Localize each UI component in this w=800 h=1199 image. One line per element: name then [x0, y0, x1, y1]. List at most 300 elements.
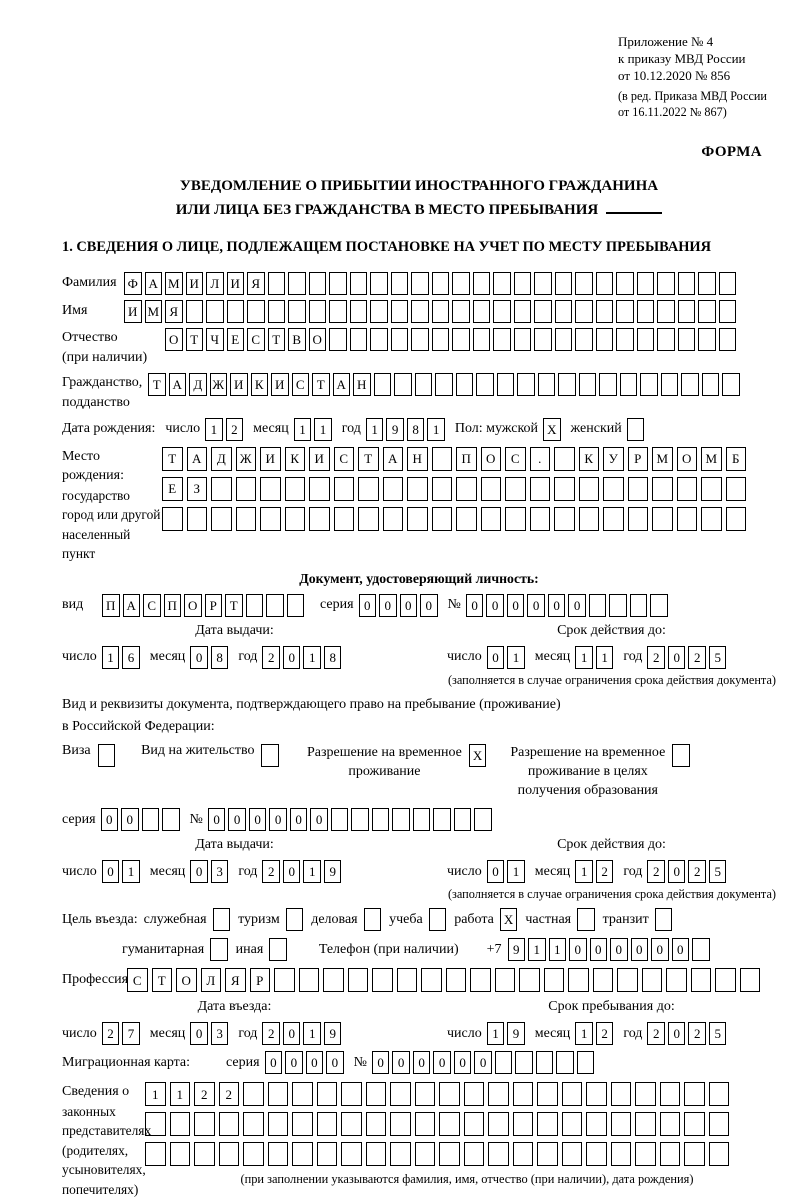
- char-box[interactable]: [616, 300, 634, 323]
- char-box[interactable]: [515, 1051, 533, 1074]
- char-box[interactable]: [210, 938, 228, 961]
- char-box[interactable]: [341, 1082, 362, 1106]
- char-box[interactable]: 6: [122, 646, 140, 669]
- char-box[interactable]: [366, 1082, 387, 1106]
- char-box[interactable]: [586, 1112, 607, 1136]
- char-box[interactable]: Т: [225, 594, 243, 617]
- char-box[interactable]: 5: [709, 860, 727, 883]
- char-box[interactable]: [432, 477, 453, 501]
- char-box[interactable]: 1: [507, 860, 525, 883]
- char-box[interactable]: [411, 272, 429, 295]
- char-box[interactable]: [288, 300, 306, 323]
- char-box[interactable]: Е: [227, 328, 245, 351]
- char-box[interactable]: [677, 477, 698, 501]
- char-box[interactable]: [628, 477, 649, 501]
- char-box[interactable]: [660, 1112, 681, 1136]
- char-box[interactable]: П: [102, 594, 120, 617]
- char-box[interactable]: [374, 373, 392, 396]
- char-box[interactable]: [243, 1082, 264, 1106]
- char-box[interactable]: К: [579, 447, 600, 471]
- char-box[interactable]: 0: [548, 594, 566, 617]
- char-box[interactable]: [383, 507, 404, 531]
- char-box[interactable]: [513, 1112, 534, 1136]
- char-box[interactable]: 2: [596, 860, 614, 883]
- char-box[interactable]: О: [481, 447, 502, 471]
- char-box[interactable]: [439, 1082, 460, 1106]
- char-box[interactable]: [162, 808, 180, 831]
- char-box[interactable]: [452, 272, 470, 295]
- char-box[interactable]: [411, 328, 429, 351]
- char-box[interactable]: [317, 1082, 338, 1106]
- char-box[interactable]: Л: [206, 272, 224, 295]
- char-box[interactable]: Е: [162, 477, 183, 501]
- char-box[interactable]: 0: [568, 594, 586, 617]
- char-box[interactable]: [432, 328, 450, 351]
- char-box[interactable]: [596, 328, 614, 351]
- char-box[interactable]: 5: [709, 1022, 727, 1045]
- char-box[interactable]: [678, 300, 696, 323]
- char-box[interactable]: А: [187, 447, 208, 471]
- char-box[interactable]: [701, 477, 722, 501]
- char-box[interactable]: [397, 968, 418, 992]
- char-box[interactable]: У: [603, 447, 624, 471]
- char-box[interactable]: [470, 968, 491, 992]
- char-box[interactable]: [513, 1082, 534, 1106]
- char-box[interactable]: 2: [688, 1022, 706, 1045]
- char-box[interactable]: 0: [487, 646, 505, 669]
- char-box[interactable]: [348, 968, 369, 992]
- char-box[interactable]: [537, 1082, 558, 1106]
- char-box[interactable]: [170, 1112, 191, 1136]
- char-box[interactable]: [691, 968, 712, 992]
- char-box[interactable]: Т: [312, 373, 330, 396]
- char-box[interactable]: [407, 507, 428, 531]
- char-box[interactable]: [554, 447, 575, 471]
- char-box[interactable]: К: [251, 373, 269, 396]
- char-box[interactable]: И: [124, 300, 142, 323]
- char-box[interactable]: 0: [269, 808, 287, 831]
- char-box[interactable]: [488, 1112, 509, 1136]
- char-box[interactable]: М: [165, 272, 183, 295]
- char-box[interactable]: И: [230, 373, 248, 396]
- char-box[interactable]: Р: [628, 447, 649, 471]
- char-box[interactable]: [616, 272, 634, 295]
- char-box[interactable]: [391, 272, 409, 295]
- char-box[interactable]: [247, 300, 265, 323]
- char-box[interactable]: 1: [122, 860, 140, 883]
- char-box[interactable]: [383, 477, 404, 501]
- char-box[interactable]: 0: [326, 1051, 344, 1074]
- char-box[interactable]: [390, 1112, 411, 1136]
- char-box[interactable]: [554, 507, 575, 531]
- char-box[interactable]: [575, 272, 593, 295]
- char-box[interactable]: [493, 328, 511, 351]
- char-box[interactable]: 0: [569, 938, 587, 961]
- char-box[interactable]: 1: [487, 1022, 505, 1045]
- char-box[interactable]: 0: [310, 808, 328, 831]
- char-box[interactable]: [370, 328, 388, 351]
- char-box[interactable]: [415, 1082, 436, 1106]
- char-box[interactable]: 0: [610, 938, 628, 961]
- char-box[interactable]: [672, 744, 690, 767]
- char-box[interactable]: 0: [190, 646, 208, 669]
- char-box[interactable]: О: [677, 447, 698, 471]
- char-box[interactable]: 0: [668, 860, 686, 883]
- char-box[interactable]: 0: [420, 594, 438, 617]
- char-box[interactable]: А: [123, 594, 141, 617]
- char-box[interactable]: [452, 328, 470, 351]
- char-box[interactable]: [391, 328, 409, 351]
- char-box[interactable]: 0: [413, 1051, 431, 1074]
- char-box[interactable]: [640, 373, 658, 396]
- char-box[interactable]: [692, 938, 710, 961]
- char-box[interactable]: [715, 968, 736, 992]
- char-box[interactable]: 0: [668, 646, 686, 669]
- char-box[interactable]: [611, 1082, 632, 1106]
- char-box[interactable]: [684, 1112, 705, 1136]
- char-box[interactable]: 0: [379, 594, 397, 617]
- char-box[interactable]: В: [288, 328, 306, 351]
- char-box[interactable]: [599, 373, 617, 396]
- char-box[interactable]: [456, 477, 477, 501]
- char-box[interactable]: 0: [400, 594, 418, 617]
- char-box[interactable]: [593, 968, 614, 992]
- char-box[interactable]: 0: [486, 594, 504, 617]
- char-box[interactable]: И: [271, 373, 289, 396]
- char-box[interactable]: И: [260, 447, 281, 471]
- char-box[interactable]: [473, 300, 491, 323]
- char-box[interactable]: [698, 272, 716, 295]
- char-box[interactable]: [684, 1082, 705, 1106]
- char-box[interactable]: О: [309, 328, 327, 351]
- char-box[interactable]: [575, 328, 593, 351]
- char-box[interactable]: [655, 908, 673, 931]
- char-box[interactable]: И: [227, 272, 245, 295]
- char-box[interactable]: [358, 477, 379, 501]
- char-box[interactable]: 2: [194, 1082, 215, 1106]
- char-box[interactable]: 0: [454, 1051, 472, 1074]
- char-box[interactable]: 0: [306, 1051, 324, 1074]
- char-box[interactable]: [329, 300, 347, 323]
- char-box[interactable]: 0: [474, 1051, 492, 1074]
- char-box[interactable]: [596, 272, 614, 295]
- char-box[interactable]: [661, 373, 679, 396]
- char-box[interactable]: [579, 373, 597, 396]
- char-box[interactable]: [596, 300, 614, 323]
- char-box[interactable]: 1: [303, 860, 321, 883]
- char-box[interactable]: 2: [262, 646, 280, 669]
- char-box[interactable]: [620, 373, 638, 396]
- char-box[interactable]: 9: [507, 1022, 525, 1045]
- char-box[interactable]: [577, 1051, 595, 1074]
- char-box[interactable]: 1: [575, 646, 593, 669]
- char-box[interactable]: [392, 808, 410, 831]
- char-box[interactable]: [709, 1112, 730, 1136]
- char-box[interactable]: [288, 272, 306, 295]
- char-box[interactable]: [206, 300, 224, 323]
- char-box[interactable]: Д: [211, 447, 232, 471]
- char-box[interactable]: [726, 477, 747, 501]
- char-box[interactable]: 0: [249, 808, 267, 831]
- char-box[interactable]: [616, 328, 634, 351]
- char-box[interactable]: [698, 328, 716, 351]
- char-box[interactable]: Ф: [124, 272, 142, 295]
- char-box[interactable]: [534, 300, 552, 323]
- char-box[interactable]: 0: [283, 646, 301, 669]
- char-box[interactable]: 1: [314, 418, 332, 441]
- char-box[interactable]: 9: [386, 418, 404, 441]
- char-box[interactable]: [481, 507, 502, 531]
- char-box[interactable]: [652, 477, 673, 501]
- char-box[interactable]: К: [285, 447, 306, 471]
- char-box[interactable]: [637, 300, 655, 323]
- char-box[interactable]: М: [145, 300, 163, 323]
- char-box[interactable]: Р: [250, 968, 271, 992]
- char-box[interactable]: [213, 908, 231, 931]
- char-box[interactable]: 0: [507, 594, 525, 617]
- char-box[interactable]: 0: [283, 1022, 301, 1045]
- char-box[interactable]: [609, 594, 627, 617]
- char-box[interactable]: С: [247, 328, 265, 351]
- char-box[interactable]: [334, 477, 355, 501]
- char-box[interactable]: М: [701, 447, 722, 471]
- char-box[interactable]: [617, 968, 638, 992]
- char-box[interactable]: 9: [508, 938, 526, 961]
- char-box[interactable]: А: [333, 373, 351, 396]
- char-box[interactable]: [331, 808, 349, 831]
- char-box[interactable]: Ж: [236, 447, 257, 471]
- char-box[interactable]: [726, 507, 747, 531]
- char-box[interactable]: [274, 968, 295, 992]
- char-box[interactable]: [530, 477, 551, 501]
- char-box[interactable]: [464, 1112, 485, 1136]
- char-box[interactable]: 0: [190, 1022, 208, 1045]
- char-box[interactable]: [433, 808, 451, 831]
- char-box[interactable]: [435, 373, 453, 396]
- char-box[interactable]: [536, 1051, 554, 1074]
- char-box[interactable]: [627, 418, 645, 441]
- char-box[interactable]: [678, 272, 696, 295]
- char-box[interactable]: [660, 1082, 681, 1106]
- char-box[interactable]: А: [169, 373, 187, 396]
- char-box[interactable]: [366, 1112, 387, 1136]
- char-box[interactable]: [719, 328, 737, 351]
- char-box[interactable]: 9: [324, 1022, 342, 1045]
- char-box[interactable]: [473, 328, 491, 351]
- char-box[interactable]: 1: [102, 646, 120, 669]
- char-box[interactable]: [493, 272, 511, 295]
- char-box[interactable]: 1: [170, 1082, 191, 1106]
- char-box[interactable]: 0: [265, 1051, 283, 1074]
- char-box[interactable]: [286, 908, 304, 931]
- char-box[interactable]: [334, 507, 355, 531]
- char-box[interactable]: [456, 507, 477, 531]
- char-box[interactable]: [269, 938, 287, 961]
- char-box[interactable]: [722, 373, 740, 396]
- char-box[interactable]: 2: [102, 1022, 120, 1045]
- char-box[interactable]: [351, 808, 369, 831]
- char-box[interactable]: 0: [631, 938, 649, 961]
- char-box[interactable]: С: [505, 447, 526, 471]
- char-box[interactable]: 1: [549, 938, 567, 961]
- char-box[interactable]: [562, 1082, 583, 1106]
- char-box[interactable]: [495, 968, 516, 992]
- char-box[interactable]: [432, 447, 453, 471]
- char-box[interactable]: [309, 507, 330, 531]
- char-box[interactable]: [505, 507, 526, 531]
- char-box[interactable]: [505, 477, 526, 501]
- char-box[interactable]: [635, 1112, 656, 1136]
- char-box[interactable]: [493, 300, 511, 323]
- char-box[interactable]: [394, 373, 412, 396]
- char-box[interactable]: [350, 300, 368, 323]
- char-box[interactable]: 1: [303, 646, 321, 669]
- char-box[interactable]: Т: [162, 447, 183, 471]
- char-box[interactable]: 1: [427, 418, 445, 441]
- char-box[interactable]: З: [187, 477, 208, 501]
- char-box[interactable]: 1: [294, 418, 312, 441]
- char-box[interactable]: Б: [726, 447, 747, 471]
- char-box[interactable]: [538, 373, 556, 396]
- char-box[interactable]: [454, 808, 472, 831]
- char-box[interactable]: С: [143, 594, 161, 617]
- char-box[interactable]: О: [176, 968, 197, 992]
- char-box[interactable]: [464, 1082, 485, 1106]
- char-box[interactable]: А: [145, 272, 163, 295]
- char-box[interactable]: [266, 594, 284, 617]
- char-box[interactable]: 0: [590, 938, 608, 961]
- char-box[interactable]: О: [165, 328, 183, 351]
- char-box[interactable]: [243, 1112, 264, 1136]
- char-box[interactable]: 3: [211, 860, 229, 883]
- char-box[interactable]: [236, 507, 257, 531]
- char-box[interactable]: [709, 1082, 730, 1106]
- char-box[interactable]: 2: [219, 1082, 240, 1106]
- char-box[interactable]: [415, 373, 433, 396]
- char-box[interactable]: [556, 1051, 574, 1074]
- char-box[interactable]: И: [309, 447, 330, 471]
- char-box[interactable]: Т: [186, 328, 204, 351]
- char-box[interactable]: Ч: [206, 328, 224, 351]
- char-box[interactable]: 0: [372, 1051, 390, 1074]
- char-box[interactable]: [476, 373, 494, 396]
- char-box[interactable]: [268, 1112, 289, 1136]
- char-box[interactable]: [364, 908, 382, 931]
- char-box[interactable]: 0: [190, 860, 208, 883]
- char-box[interactable]: [577, 908, 595, 931]
- char-box[interactable]: [317, 1112, 338, 1136]
- char-box[interactable]: [194, 1112, 215, 1136]
- char-box[interactable]: 0: [290, 808, 308, 831]
- char-box[interactable]: [391, 300, 409, 323]
- char-box[interactable]: 2: [262, 860, 280, 883]
- char-box[interactable]: [370, 272, 388, 295]
- char-box[interactable]: [555, 328, 573, 351]
- char-box[interactable]: [702, 373, 720, 396]
- char-box[interactable]: X: [500, 908, 518, 931]
- char-box[interactable]: 0: [466, 594, 484, 617]
- char-box[interactable]: Д: [189, 373, 207, 396]
- char-box[interactable]: [637, 272, 655, 295]
- char-box[interactable]: [514, 328, 532, 351]
- char-box[interactable]: [187, 507, 208, 531]
- char-box[interactable]: 0: [668, 1022, 686, 1045]
- char-box[interactable]: .: [530, 447, 551, 471]
- char-box[interactable]: 8: [324, 646, 342, 669]
- char-box[interactable]: Т: [268, 328, 286, 351]
- char-box[interactable]: [719, 272, 737, 295]
- char-box[interactable]: [432, 272, 450, 295]
- char-box[interactable]: [652, 507, 673, 531]
- char-box[interactable]: [186, 300, 204, 323]
- char-box[interactable]: 1: [303, 1022, 321, 1045]
- char-box[interactable]: [657, 300, 675, 323]
- char-box[interactable]: 2: [262, 1022, 280, 1045]
- char-box[interactable]: [611, 1112, 632, 1136]
- char-box[interactable]: [309, 300, 327, 323]
- char-box[interactable]: 2: [647, 1022, 665, 1045]
- char-box[interactable]: 0: [651, 938, 669, 961]
- char-box[interactable]: [415, 1112, 436, 1136]
- char-box[interactable]: 1: [575, 1022, 593, 1045]
- char-box[interactable]: [740, 968, 761, 992]
- char-box[interactable]: [246, 594, 264, 617]
- char-box[interactable]: [642, 968, 663, 992]
- char-box[interactable]: Т: [152, 968, 173, 992]
- char-box[interactable]: [519, 968, 540, 992]
- char-box[interactable]: X: [469, 744, 487, 767]
- char-box[interactable]: П: [164, 594, 182, 617]
- char-box[interactable]: [555, 272, 573, 295]
- char-box[interactable]: 1: [205, 418, 223, 441]
- char-box[interactable]: [446, 968, 467, 992]
- char-box[interactable]: Я: [225, 968, 246, 992]
- char-box[interactable]: [514, 272, 532, 295]
- char-box[interactable]: [514, 300, 532, 323]
- char-box[interactable]: 9: [324, 860, 342, 883]
- char-box[interactable]: 3: [211, 1022, 229, 1045]
- char-box[interactable]: 1: [145, 1082, 166, 1106]
- char-box[interactable]: [579, 477, 600, 501]
- char-box[interactable]: [309, 477, 330, 501]
- char-box[interactable]: [407, 477, 428, 501]
- char-box[interactable]: [456, 373, 474, 396]
- char-box[interactable]: 8: [407, 418, 425, 441]
- char-box[interactable]: 1: [366, 418, 384, 441]
- char-box[interactable]: X: [543, 418, 561, 441]
- char-box[interactable]: С: [334, 447, 355, 471]
- char-box[interactable]: [219, 1112, 240, 1136]
- char-box[interactable]: [650, 594, 668, 617]
- char-box[interactable]: 2: [688, 860, 706, 883]
- char-box[interactable]: [350, 272, 368, 295]
- char-box[interactable]: [481, 477, 502, 501]
- char-box[interactable]: [98, 744, 116, 767]
- char-box[interactable]: А: [383, 447, 404, 471]
- char-box[interactable]: [287, 594, 305, 617]
- char-box[interactable]: [142, 808, 160, 831]
- char-box[interactable]: [329, 272, 347, 295]
- char-box[interactable]: 1: [575, 860, 593, 883]
- char-box[interactable]: [637, 328, 655, 351]
- char-box[interactable]: [299, 968, 320, 992]
- char-box[interactable]: [488, 1082, 509, 1106]
- char-box[interactable]: 2: [226, 418, 244, 441]
- char-box[interactable]: [719, 300, 737, 323]
- char-box[interactable]: Л: [201, 968, 222, 992]
- char-box[interactable]: 2: [647, 860, 665, 883]
- char-box[interactable]: [421, 968, 442, 992]
